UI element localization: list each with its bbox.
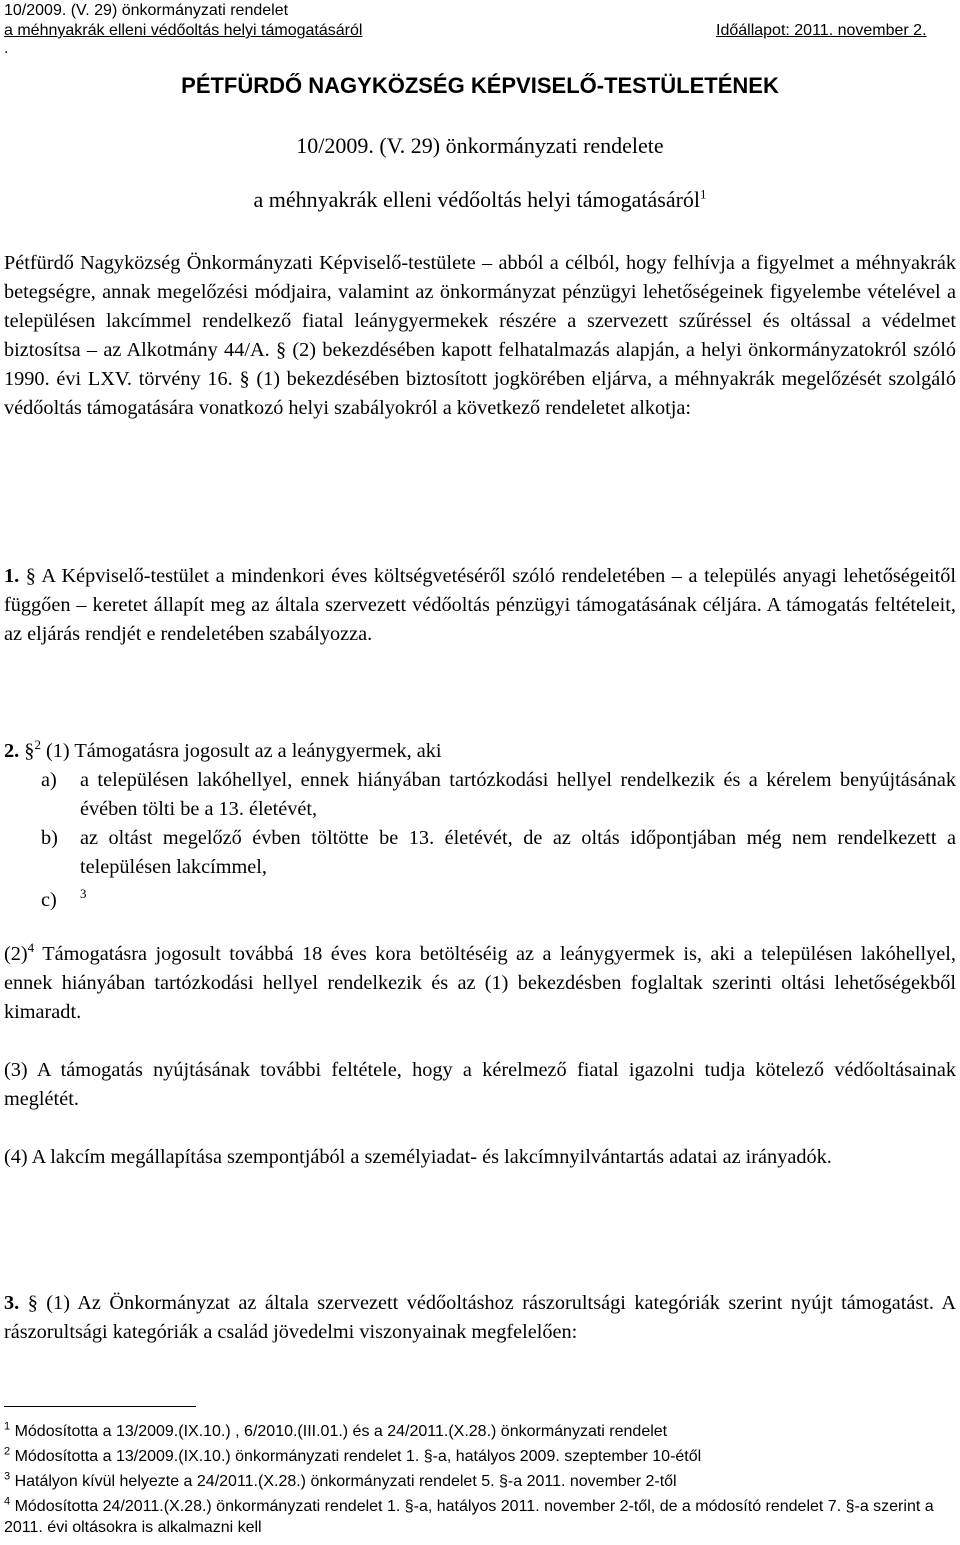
document-issuer-title: PÉTFÜRDŐ NAGYKÖZSÉG KÉPVISELŐ-TESTÜLETÉNEK — [181, 73, 779, 98]
decree-subtitle-text: a méhnyakrák elleni védőoltás helyi támogatásáról — [253, 187, 701, 212]
footnote-ref-2: 2 — [34, 737, 41, 753]
running-header-title: 10/2009. (V. 29) önkormányzati rendelet — [4, 2, 289, 19]
section-1 — [4, 562, 956, 649]
section-2-para-4: (4) A lakcím megállapítása szempontjából a személyiadat- és lakcímnyilvántartás adatai az irányadók. — [4, 1146, 832, 1168]
footnote-number: 1 — [4, 1420, 11, 1433]
decree-number: 10/2009. (V. 29) önkormányzati rendelete — [296, 133, 664, 158]
list-item-label: c) — [41, 889, 57, 911]
list-item-label: b) — [41, 827, 58, 849]
eligibility-list — [4, 766, 956, 915]
footnote-text: Hatályon kívül helyezte a 24/2011.(X.28.) önkormányzati rendelet 5. §-a 2011. november 2-től — [14, 1473, 677, 1490]
decree-subtitle — [0, 187, 960, 213]
list-item — [4, 766, 956, 824]
list-item — [4, 886, 956, 915]
list-item-label: a) — [41, 769, 57, 791]
footnote — [4, 1421, 944, 1442]
footnote — [4, 1446, 944, 1467]
para-2-number: (2) — [4, 943, 28, 965]
section-3-number: 3. — [4, 1292, 20, 1314]
list-item-text: az oltást megelőző évben töltötte be 13. életévét, de az oltás időpontjában még nem rendelkezett a településen lakcímmel, — [80, 827, 956, 878]
footnote — [4, 1496, 944, 1538]
footnote-text: Módosította 24/2011.(X.28.) önkormányzati rendelet 1. §-a, hatályos 2011. november 2-től, de a módosító rendelet 7. §-a szerint a 2011. évi oltásokra is alkalmazni kell — [4, 1498, 934, 1536]
footnote-ref-1: 1 — [700, 186, 707, 202]
footnote — [4, 1471, 944, 1492]
section-2-number: 2. — [4, 740, 20, 762]
footnote-text: Módosította a 13/2009.(IX.10.) önkormányzati rendelet 1. §-a, hatályos 2009. szeptember 10-étől — [14, 1448, 702, 1465]
section-2-para-3: (3) A támogatás nyújtásának további feltétele, hogy a kérelmező fiatal igazolni tudja kötelező védőoltásainak meglétét. — [4, 1059, 956, 1110]
list-item-text: a településen lakóhellyel, ennek hiányában tartózkodási hellyel rendelkezik és a kérelem benyújtásának évében tölti be a 13. életévét, — [80, 769, 956, 820]
footnote-text: Módosította a 13/2009.(IX.10.) , 6/2010.(III.01.) és a 24/2011.(X.28.) önkormányzati rendelet — [14, 1423, 668, 1440]
footnote-number: 3 — [4, 1470, 11, 1483]
section-3 — [4, 1289, 956, 1347]
footnote-ref-3: 3 — [80, 886, 87, 902]
footnote-number: 4 — [4, 1495, 11, 1508]
section-2-para-2 — [4, 940, 956, 1027]
footnote-ref-4: 4 — [27, 940, 35, 956]
para-2-text: Támogatásra jogosult továbbá 18 éves kora betöltéséig az a leánygyermek is, aki a településen lakóhellyel, ennek hiányában tartózkodási hellyel rendelkezik és az (1) bekezdésben foglaltak szerinti oltási lehetőségekből kimaradt. — [4, 943, 956, 1023]
footnote-separator — [4, 1406, 196, 1407]
list-item — [4, 824, 956, 882]
footnote-number: 2 — [4, 1445, 11, 1458]
section-1-number: 1. — [4, 565, 20, 587]
section-2-heading — [4, 737, 956, 766]
running-header-date: Időállapot: 2011. november 2. — [716, 22, 927, 39]
running-header-dot: . — [4, 40, 9, 57]
section-2-sign: § — [24, 740, 35, 762]
section-1-text: § A Képviselő-testület a mindenkori éves költségvetéséről szóló rendeletében – a település anyagi lehetőségeitől függően – keretet állapít meg az általa szervezett védőoltás pénzügyi támogatásának céljára. A támogatás feltételeit, az eljárás rendjét e rendeletében szabályozza. — [4, 565, 956, 645]
running-header-subtitle: a méhnyakrák elleni védőoltás helyi támogatásáról — [4, 22, 363, 39]
preamble-paragraph: Pétfürdő Nagyközség Önkormányzati Képviselő-testülete – abból a célból, hogy felhívja a figyelmet a méhnyakrák betegségre, annak megelőzési módjaira, valamint az önkormányzat pénzügyi lehetőségeinek figyelembe vételével a településen lakcímmel rendelkező fiatal leánygyermekek részére a szervezett szűréssel és oltással a védelmet biztosítsa – az Alkotmány 44/A. § (2) bekezdésében kapott felhatalmazás alapján, a helyi önkormányzatokról szóló 1990. évi LXV. törvény 16. § (1) bekezdésében biztosított jogkörében eljárva, a méhnyakrák megelőzését szolgáló védőoltás támogatására vonatkozó helyi szabályokról a következő rendeletet alkotja: — [4, 252, 956, 419]
section-3-text: § (1) Az Önkormányzat az általa szervezett védőoltáshoz rászorultsági kategóriák szerint nyújt támogatást. A rászorultsági kategóriák a család jövedelmi viszonyainak megfelelően: — [4, 1292, 956, 1343]
section-2-para-1: (1) Támogatásra jogosult az a leánygyermek, aki — [46, 740, 442, 762]
